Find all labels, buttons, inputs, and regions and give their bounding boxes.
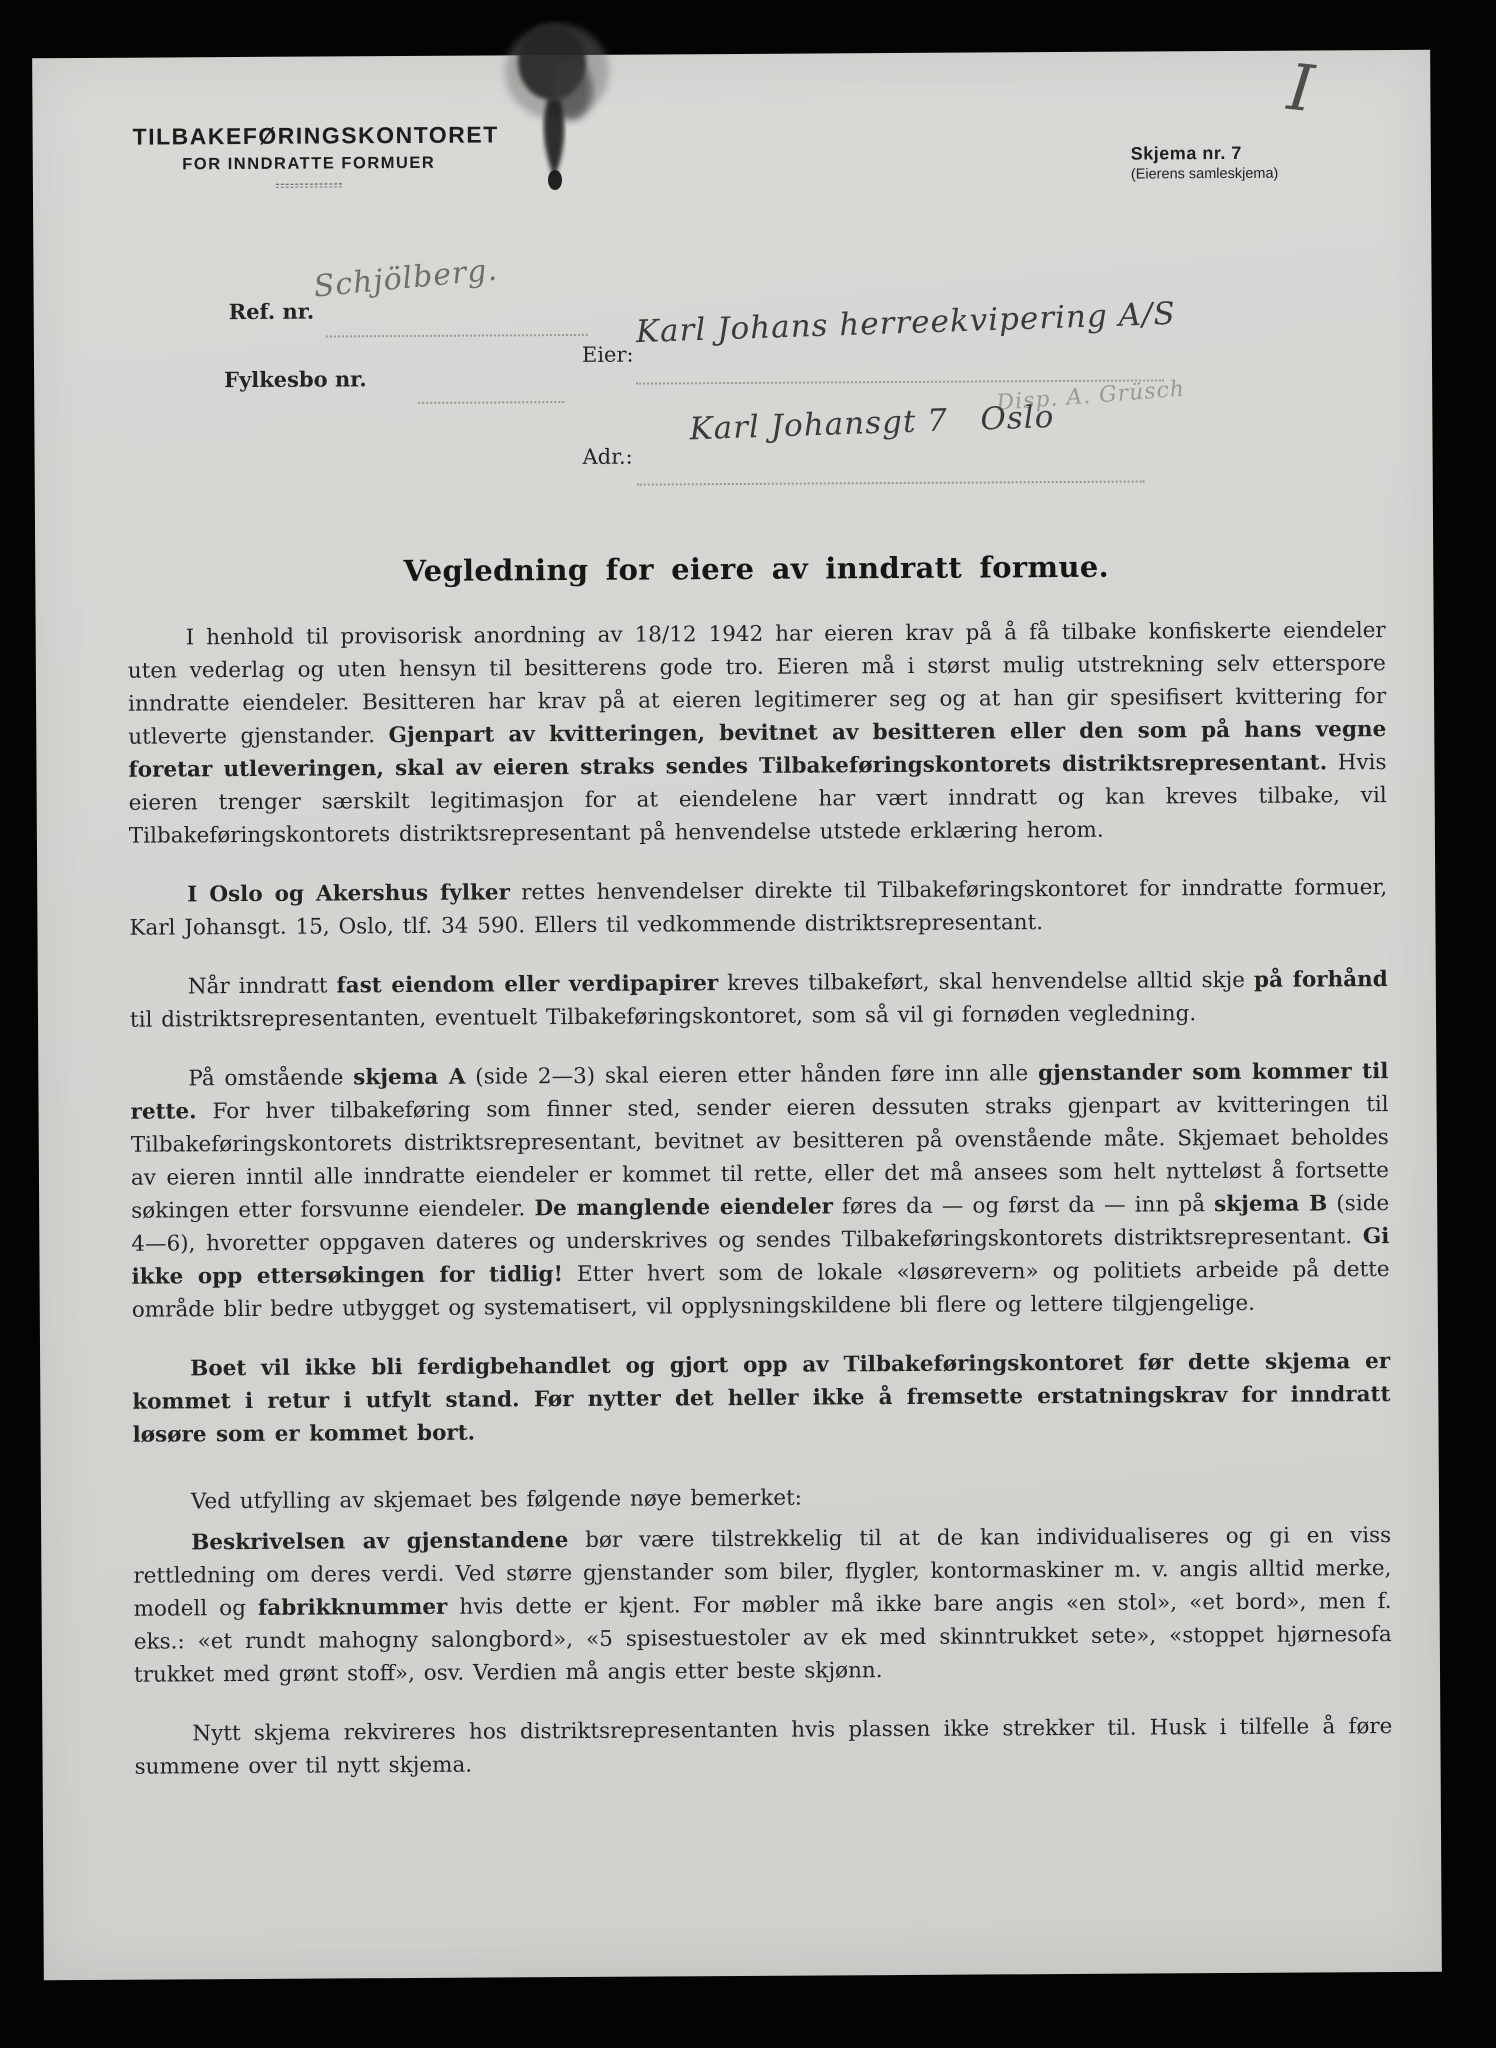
paragraph-bold-segment: De manglende eiendeler [534,1194,834,1222]
paragraph-segment: (side 2—3) skal eieren etter hånden føre inn alle [465,1061,1039,1090]
paragraph-bold-segment: Gi ikke opp ettersøkingen for tidlig! [131,1224,1390,1290]
office-name: TILBAKEFØRINGSKONTORET [132,121,499,150]
paragraph-bold-segment: Gjenpart av kvitteringen, bevitnet av besitteren eller den som på hans vegne foretar utleveringen, skal av eieren straks sendes Tilbakeføringskontorets distriktsrepresentant. [128,717,1387,783]
paragraph-bold-segment: Beskrivelsen av gjenstandene [191,1528,569,1556]
paragraph-bold-segment: gjenstander som kommer til rette. [130,1059,1389,1125]
paragraph-segment: hvis dette er kjent. For møbler må ikke bare angis «en stol», «et bord», men f. eks.: «et rundt mahogny salongbord», «5 spisestuestoler av ek med skinntrukket sete», «stoppet hjørnesofa trukket med grønt stoff», osv. Verdien må angis etter beste skjønn. [133,1589,1392,1688]
paragraph-bold-segment: på forhånd [1253,967,1388,993]
paragraph-bold-segment: fabrikknummer [257,1594,448,1621]
paragraph-bold-segment: skjema A [353,1064,466,1091]
eier-label: Eier: [581,342,634,367]
letterhead [132,121,499,189]
paragraph-segment: kreves tilbakeført, skal henvendelse alltid skje [718,967,1255,997]
ref-nr-handwritten-value: Schjölberg. [312,252,500,305]
paper-sheet [32,50,1442,1981]
paragraph [130,1055,1390,1327]
eier-handwritten-value: Karl Johans herreekvipering A/S [635,295,1177,351]
paragraph [133,1478,1391,1519]
fylkesbo-nr-line [418,400,564,404]
eier-pencil-note: Disp. A. Grüsch [995,376,1186,416]
ref-nr-label: Ref. nr. [228,298,315,325]
form-subtitle: (Eierens samleskjema) [1130,165,1279,183]
paragraph [133,1519,1392,1692]
form-number-block [1131,143,1279,183]
paragraph-bold-segment: fast eiendom eller verdipapirer [336,971,719,999]
adr-label: Adr.: [582,444,633,469]
paragraph-segment: (side 4—6), hvoretter oppgaven dateres og underskrives og sendes Tilbakeføringskontorets distriktsrepresentant. [131,1191,1390,1257]
paragraph [134,1710,1392,1784]
paragraph-bold-segment: skjema B [1214,1191,1328,1218]
paragraph [129,871,1387,945]
ref-nr-line [326,333,588,338]
paragraph-segment: Ved utfylling av skjemaet bes følgende nøye bemerket: [190,1485,803,1515]
handwritten-page-numeral: I [1284,50,1318,128]
fylkesbo-nr-label: Fylkesbo nr. [224,366,367,393]
paragraph-segment: Hvis eieren trenger særskilt legitimasjon for at eiendelene har vært inndratt og kan kreves tilbake, vil Tilbakeføringskontorets distriktsrepresentant på henvendelse utstede erklæring herom. [128,750,1387,849]
paragraph [130,963,1388,1037]
form-number: Skjema nr. 7 [1130,142,1242,164]
paragraph-bold-segment: I Oslo og Akershus fylker [187,880,510,908]
office-subtitle: FOR INNDRATTE FORMUER [182,153,436,174]
paragraph-segment: Når inndratt [187,973,337,1000]
paragraph-segment: For hver tilbakeføring som finner sted, sender eieren dessuten straks gjenpart av kvitteringen til Tilbakeføringskontorets distriktsrepresentant, bevitnet av besitteren på ovenstående måte. Skjemaet beholdes av eieren inntil alle inndratte eiendeler er kommet til rette, eller det må ansees som helt nytteløst å fortsette søkingen etter forsvunne eiendeler. [130,1092,1390,1224]
paragraph-segment: bør være tilstrekkelig til at de kan individualiseres og gi en viss rettledning om deres verdi. Ved større gjenstander som biler, flygler, kontormaskiner m. v. angis alltid merke, modell og [133,1523,1392,1622]
paragraph-segment: Nytt skjema rekvireres hos distriktsrepresentanten hvis plassen ikke strekker til. Husk i tilfelle å føre summene over til nytt skjema. [134,1714,1393,1780]
letterhead-divider [276,183,342,187]
paragraph [132,1345,1391,1452]
adr-line [637,479,1145,485]
body-paragraphs [128,614,1393,1784]
adr-handwritten-value: Karl Johansgt 7 Oslo [688,398,1055,448]
paragraph-segment: Etter hvert som de lokale «løsørevern» og politiets arbeide på dette område blir bedre utbygget og systematisert, vil opplysningskildene bli flere og lettere tilgjengelige. [131,1257,1390,1323]
paragraph-segment: føres da — og først da — inn på [832,1192,1215,1220]
ink-blot-stain [452,20,662,200]
paragraph-segment: På omstående [188,1065,354,1092]
document-title: Vegledning for eiere av inndratt formue. [403,549,1110,589]
paragraph-segment: til distriktsrepresentanten, eventuelt Tilbakeføringskontoret, som så vil gi fornøden vegledning. [129,1001,1197,1033]
document-body [127,548,1393,1810]
paragraph-segment: I henhold til provisorisk anordning av 18/12 1942 har eieren krav på å få tilbake konfiskerte eiendeler uten vederlag og uten hensyn til besitterens gode tro. Eieren må i størst mulig utstrekning selv etterspore inndratte eiendeler. Besitteren har krav på at eieren legitimerer seg og at han gir spesifisert kvittering for utleverte gjenstander. [127,618,1387,750]
paragraph-segment: rettes henvendelser direkte til Tilbakeføringskontoret for inndratte formuer, Karl Johansgt. 15, Oslo, tlf. 34 590. Ellers til vedkommende distriktsrepresentant. [129,875,1388,941]
paragraph [128,614,1387,853]
paragraph-bold-segment: Boet vil ikke bli ferdigbehandlet og gjort opp av Tilbakeføringskontoret før dette skjema er kommet i retur i utfylt stand. Før nytter det heller ikke å fremsette erstatningskrav for inndratt løsøre som er kommet bort. [132,1349,1391,1448]
